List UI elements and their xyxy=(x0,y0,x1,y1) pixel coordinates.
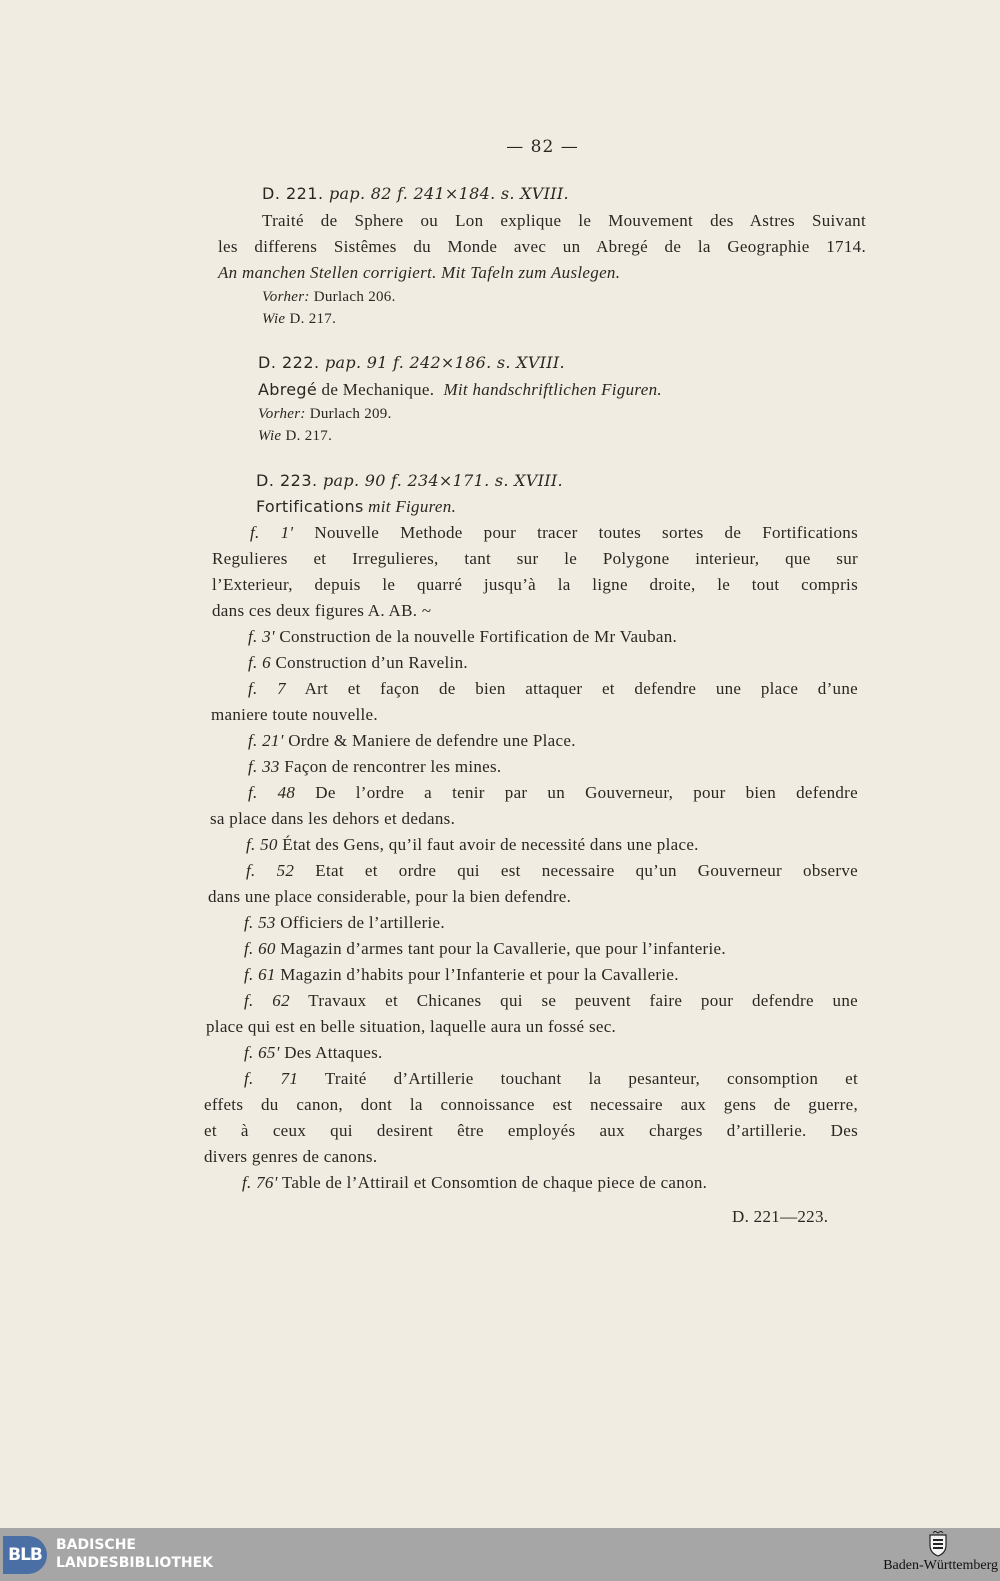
folio-text: Ordre & Maniere de defendre une Place. xyxy=(288,731,576,750)
folio-entry xyxy=(248,652,468,674)
folio-number: f. 62 xyxy=(244,991,290,1010)
entry-wie: Wie D. 217. xyxy=(262,311,337,327)
folio-text: Des Attaques. xyxy=(284,1043,383,1062)
folio-entry-cont: sa place dans les dehors et dedans. xyxy=(210,809,456,828)
folio-entry xyxy=(244,1042,383,1064)
folio-number: f. 7 xyxy=(248,679,286,698)
folio-text: Construction de la nouvelle Fortification de Mr Vauban. xyxy=(279,627,678,646)
folio-number: f. 53 xyxy=(244,913,276,932)
folio-text: Etat et ordre qui est necessaire qu’un Gouverneur observe xyxy=(315,861,858,880)
folio-entry-cont: place qui est en belle situation, laquelle aura un fossé sec. xyxy=(206,1017,617,1036)
folio-text: Traité d’Artillerie touchant la pesanteur, consomption et xyxy=(324,1069,858,1088)
folio-text: Façon de rencontrer les mines. xyxy=(284,757,502,776)
folio-entry xyxy=(244,1068,858,1090)
entry-heading xyxy=(262,183,569,205)
folio-number: f. 33 xyxy=(248,757,280,776)
folio-entry xyxy=(248,626,677,648)
entry-title: Traité de Sphere ou Lon explique le Mouvement des Astres Suivant xyxy=(262,211,866,230)
folio-text: Travaux et Chicanes qui se peuvent faire pour defendre une xyxy=(308,991,858,1010)
entry-heading: D. 222. pap. 91 f. 242⨯186. s. XVIII. xyxy=(258,353,565,372)
entry-title: Abregé de Mechanique. Mit handschriftlichen Figuren. xyxy=(258,380,662,399)
folio-entry-cont: maniere toute nouvelle. xyxy=(211,705,378,724)
entry-id: D. 221. xyxy=(262,184,324,203)
folio-entry xyxy=(250,522,858,544)
folio-number: f. 60 xyxy=(244,939,276,958)
folio-entry xyxy=(248,678,858,700)
folio-text: Table de l’Attirail et Consomtion de chaque piece de canon. xyxy=(281,1173,708,1192)
state-name[interactable]: Baden-Württemberg xyxy=(883,1558,998,1573)
folio-text: Magazin d’armes tant pour la Cavallerie, que pour l’infanterie. xyxy=(280,939,726,958)
crest-icon xyxy=(928,1531,948,1557)
folio-entry xyxy=(248,730,576,752)
folio-entry xyxy=(246,860,858,882)
entry-title: Fortifications mit Figuren. xyxy=(256,497,457,516)
folio-entry xyxy=(248,756,501,778)
folio-number: f. 52 xyxy=(246,861,295,880)
folio-entry xyxy=(242,1172,707,1194)
folio-entry xyxy=(244,912,445,934)
entry-wie: Wie D. 217. xyxy=(258,428,333,444)
folio-entry xyxy=(244,938,726,960)
entry-note: An manchen Stellen corrigiert. Mit Tafeln zum Auslegen. xyxy=(218,263,621,282)
entry-title-cont: les differens Sistêmes du Monde avec un Abregé de la Geographie 1714. xyxy=(218,237,866,256)
entry-vorher: Vorher: Durlach 209. xyxy=(258,406,392,422)
folio-text: Magazin d’habits pour l’Infanterie et pour la Cavallerie. xyxy=(280,965,679,984)
folio-number: f. 65' xyxy=(244,1043,280,1062)
folio-text: Officiers de l’artillerie. xyxy=(280,913,445,932)
folio-entry xyxy=(244,990,858,1012)
folio-number: f. 50 xyxy=(246,835,278,854)
folio-text: De l’ordre a tenir par un Gouverneur, pour bien defendre xyxy=(315,783,858,802)
folio-number: f. 1' xyxy=(250,523,294,542)
folio-entry-cont: l’Exterieur, depuis le quarré jusqu’à la ligne droite, le tout compris xyxy=(212,575,858,594)
range-footer: D. 221—223. xyxy=(732,1207,829,1226)
folio-entry-cont: Regulieres et Irregulieres, tant sur le Polygone interieur, que sur xyxy=(212,549,858,568)
page-number: — 82 — xyxy=(506,137,579,157)
folio-entry xyxy=(248,782,858,804)
folio-number: f. 71 xyxy=(244,1069,299,1088)
blb-logo[interactable]: BLB xyxy=(3,1536,47,1574)
folio-entry xyxy=(246,834,699,856)
folio-text: Construction d’un Ravelin. xyxy=(275,653,468,672)
folio-entry-cont: et à ceux qui desirent être employés aux charges d’artillerie. Des xyxy=(204,1121,858,1140)
folio-number: f. 3' xyxy=(248,627,275,646)
folio-entry-cont: effets du canon, dont la connoissance est necessaire aux gens de guerre, xyxy=(204,1095,858,1114)
folio-number: f. 21' xyxy=(248,731,284,750)
folio-entry-cont: divers genres de canons. xyxy=(204,1147,378,1166)
folio-text: Art et façon de bien attaquer et defendre une place d’une xyxy=(304,679,858,698)
folio-entry xyxy=(244,964,679,986)
folio-number: f. 48 xyxy=(248,783,296,802)
folio-number: f. 6 xyxy=(248,653,271,672)
library-name[interactable]: BADISCHE LANDESBIBLIOTHEK xyxy=(56,1537,214,1571)
folio-entry-cont: dans ces deux figures A. AB. ~ xyxy=(212,601,432,620)
folio-text: Nouvelle Methode pour tracer toutes sortes de Fortifications xyxy=(314,523,858,542)
folio-entry-cont: dans une place considerable, pour la bien defendre. xyxy=(208,887,572,906)
folio-number: f. 61 xyxy=(244,965,276,984)
folio-text: État des Gens, qu’il faut avoir de necessité dans une place. xyxy=(282,835,699,854)
entry-heading: D. 223. pap. 90 f. 234⨯171. s. XVIII. xyxy=(256,471,563,490)
entry-vorher: Vorher: Durlach 206. xyxy=(262,289,396,305)
footer-bar xyxy=(0,1528,1000,1581)
entry-meta: pap. 82 f. 241⨯184. s. XVIII. xyxy=(329,184,569,203)
folio-number: f. 76' xyxy=(242,1173,278,1192)
